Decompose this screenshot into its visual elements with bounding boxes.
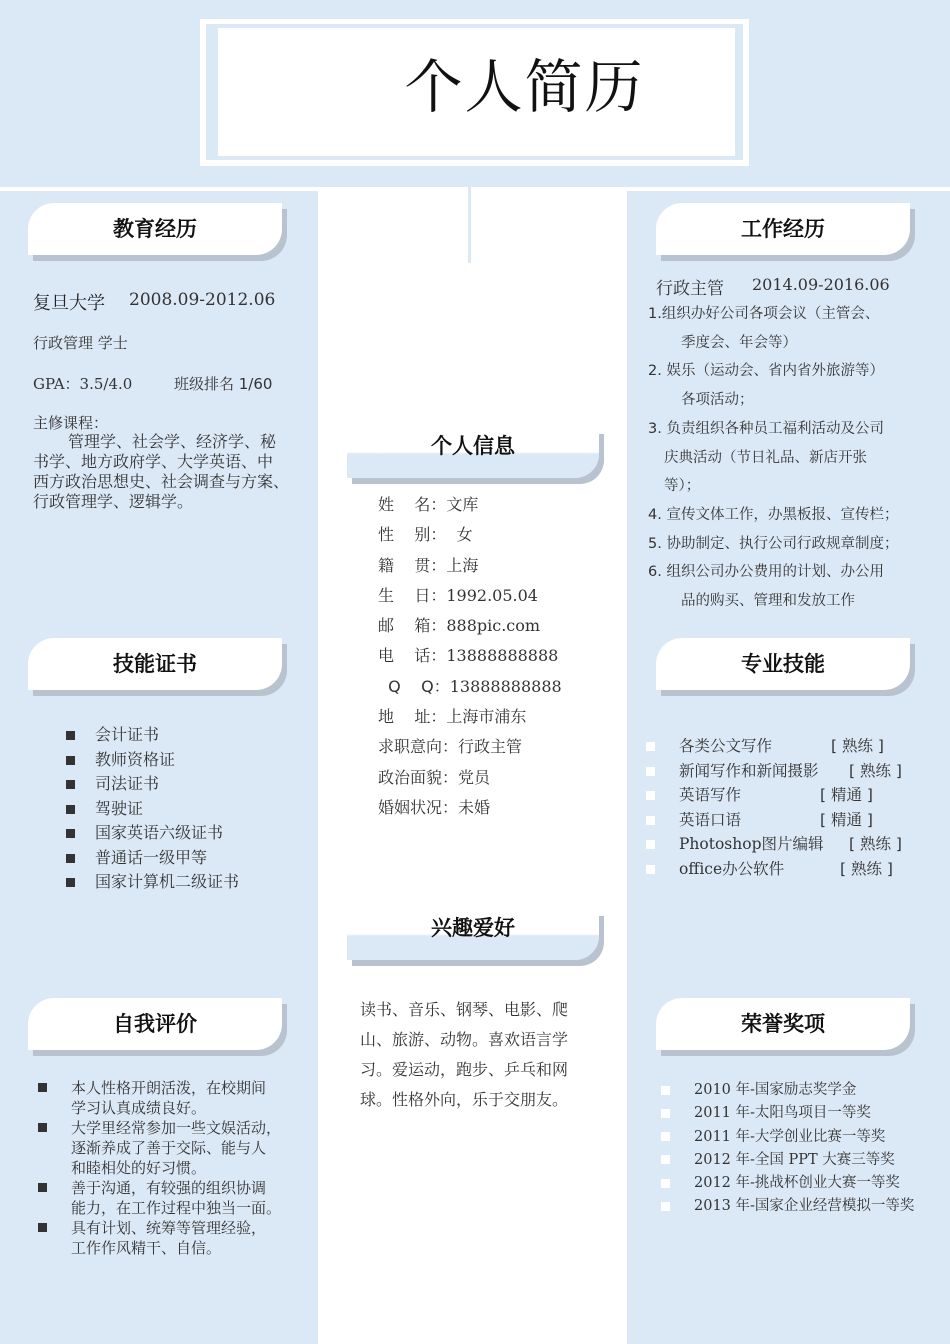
list-item: 司法证书 <box>66 771 239 796</box>
list-item: 2012 年-挑战杯创业大赛一等奖 <box>661 1171 946 1194</box>
info-row-address: 地 址：上海市浦东 <box>378 707 527 727</box>
list-item: 英语口语 [ 精通 ] <box>646 808 941 833</box>
info-row-gender: 性 别： 女 <box>378 525 473 545</box>
duty-line: 各项活动； <box>681 392 754 409</box>
courses-line: 行政管理学、逻辑学。 <box>33 492 194 511</box>
list-item: 新闻写作和新闻摄影 [ 熟练 ] <box>646 759 941 784</box>
list-item: 2013 年-国家企业经营模拟一等奖 <box>661 1194 946 1217</box>
duty-line: 1.组织办好公司各项会议（主管会、 <box>648 306 880 322</box>
info-row-objective: 求职意向：行政主管 <box>378 737 523 757</box>
list-item: 英语写作 [ 精通 ] <box>646 783 941 808</box>
duty-line: 品的购买、管理和发放工作 <box>681 593 855 610</box>
page-title: 个人简历 <box>404 53 645 121</box>
courses-text <box>33 432 318 512</box>
class-rank: 班级排名 1/60 <box>174 375 273 393</box>
list-item: 2011 年-太阳鸟项目一等奖 <box>661 1101 946 1124</box>
square-bullet-icon <box>66 829 75 838</box>
duty-line: 等）； <box>664 478 701 495</box>
square-bullet-icon <box>38 1223 47 1232</box>
hobbies-line: 读书、音乐、钢琴、电影、爬 <box>360 1000 569 1019</box>
awards-list <box>661 1078 946 1218</box>
cert-list <box>66 722 239 894</box>
education-heading: 教育经历 <box>28 203 282 255</box>
duty-line: 4. 宣传文体工作，办黑板报、宣传栏； <box>648 506 899 523</box>
square-bullet-icon <box>66 805 75 814</box>
hobbies-line: 习。爱运动，跑步、乒乓和网 <box>360 1060 569 1079</box>
info-row-marital: 婚姻状况：未婚 <box>378 797 491 817</box>
duty-line: 2. 娱乐（运动会、省内省外旅游等） <box>648 363 884 380</box>
work-heading: 工作经历 <box>656 203 910 255</box>
list-item: 具有计划、统筹等管理经验， 工作作风精干、自信。 <box>38 1218 313 1258</box>
square-bullet-icon <box>646 767 655 776</box>
hobbies-text <box>360 995 610 1115</box>
info-row-birthday: 生 日：1992.05.04 <box>378 585 538 605</box>
info-row-name: 姓 名：文库 <box>378 495 479 514</box>
list-item: 本人性格开朗活泼，在校期间 学习认真成绩良好。 <box>38 1078 313 1118</box>
work-duties <box>648 300 948 616</box>
info-row-political: 政治面貌：党员 <box>378 767 491 787</box>
square-bullet-icon <box>661 1109 670 1118</box>
square-bullet-icon <box>66 854 75 863</box>
work-position: 行政主管 <box>656 279 724 299</box>
education-period: 2008.09-2012.06 <box>129 290 276 310</box>
list-item: 各类公文写作 [ 熟练 ] <box>646 734 941 759</box>
courses-line: 书学、地方政府学、大学英语、中 <box>33 452 274 471</box>
square-bullet-icon <box>661 1155 670 1164</box>
square-bullet-icon <box>661 1086 670 1095</box>
square-bullet-icon <box>66 878 75 887</box>
list-item: 会计证书 <box>66 722 239 747</box>
list-item: 2012 年-全国 PPT 大赛三等奖 <box>661 1148 946 1171</box>
courses-line: 管理学、社会学、经济学、秘 <box>68 432 277 451</box>
gpa: GPA：3.5/4.0 <box>33 375 133 393</box>
personal-info-heading: 个人信息 <box>347 428 599 478</box>
square-bullet-icon <box>646 865 655 874</box>
duty-line: 庆典活动（节日礼品、新店开张 <box>664 449 867 466</box>
info-row-email: 邮 箱：888pic.com <box>378 616 541 636</box>
skills-cert-heading: 技能证书 <box>28 638 282 690</box>
pro-skills-heading: 专业技能 <box>656 638 910 690</box>
square-bullet-icon <box>66 731 75 740</box>
duty-line: 季度会、年会等） <box>681 334 797 351</box>
list-item: 普通话一级甲等 <box>66 845 239 870</box>
list-item: office办公软件 [ 熟练 ] <box>646 857 941 882</box>
square-bullet-icon <box>38 1123 47 1132</box>
list-item: 国家计算机二级证书 <box>66 869 239 894</box>
square-bullet-icon <box>646 742 655 751</box>
square-bullet-icon <box>646 816 655 825</box>
hobbies-heading: 兴趣爱好 <box>347 910 599 960</box>
list-item: Photoshop图片编辑 [ 熟练 ] <box>646 832 941 857</box>
degree: 行政管理 学士 <box>33 334 128 352</box>
list-item: 国家英语六级证书 <box>66 820 239 845</box>
list-item: 大学里经常参加一些文娱活动， 逐渐养成了善于交际、能与人 和睦相处的好习惯。 <box>38 1118 313 1178</box>
connector-line <box>468 168 471 263</box>
list-item: 2011 年-大学创业比赛一等奖 <box>661 1125 946 1148</box>
duty-line: 3. 负责组织各种员工福利活动及公司 <box>648 420 884 437</box>
square-bullet-icon <box>661 1202 670 1211</box>
self-eval-heading: 自我评价 <box>28 998 282 1050</box>
school-name: 复旦大学 <box>33 293 105 314</box>
info-row-origin: 籍 贯：上海 <box>378 555 479 575</box>
square-bullet-icon <box>646 840 655 849</box>
hobbies-line: 山、旅游、动物。喜欢语言学 <box>360 1030 569 1049</box>
square-bullet-icon <box>661 1179 670 1188</box>
self-eval-list <box>38 1078 313 1258</box>
duty-line: 5. 协助制定、执行公司行政规章制度； <box>648 535 899 552</box>
awards-heading: 荣誉奖项 <box>656 998 910 1050</box>
square-bullet-icon <box>66 756 75 765</box>
square-bullet-icon <box>646 791 655 800</box>
pro-skills-list <box>646 734 941 881</box>
list-item: 教师资格证 <box>66 747 239 772</box>
courses-label: 主修课程： <box>33 414 109 432</box>
info-row-phone: 电 话：13888888888 <box>378 646 559 666</box>
work-period: 2014.09-2016.06 <box>752 275 890 294</box>
personal-info-list <box>378 492 618 825</box>
square-bullet-icon <box>661 1132 670 1141</box>
courses-line: 西方政治思想史、社会调查与方案、 <box>33 472 290 491</box>
list-item: 驾驶证 <box>66 796 239 821</box>
square-bullet-icon <box>38 1083 47 1092</box>
info-row-qq: Q Q：13888888888 <box>378 676 562 696</box>
square-bullet-icon <box>66 780 75 789</box>
duty-line: 6. 组织公司办公费用的计划、办公用 <box>648 564 884 581</box>
list-item: 2010 年-国家励志奖学金 <box>661 1078 946 1101</box>
hobbies-line: 球。性格外向，乐于交朋友。 <box>360 1090 569 1109</box>
list-item: 善于沟通，有较强的组织协调 能力，在工作过程中独当一面。 <box>38 1178 313 1218</box>
square-bullet-icon <box>38 1183 47 1192</box>
